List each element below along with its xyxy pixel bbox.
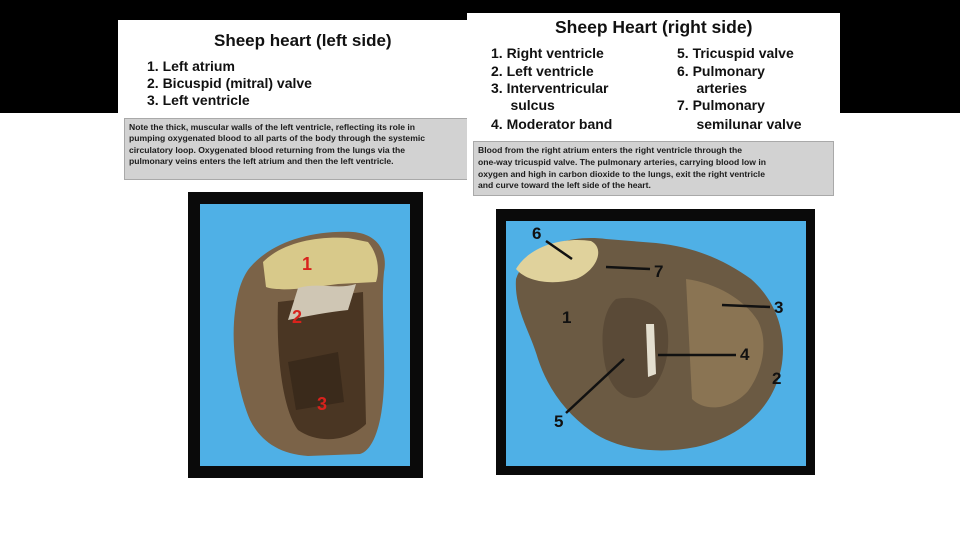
right-item-5: 5. Tricuspid valve bbox=[677, 45, 794, 61]
left-photo-label-1: 1 bbox=[302, 254, 313, 274]
right-note-box bbox=[473, 141, 834, 196]
right-item-4: 4. Moderator band bbox=[491, 116, 613, 132]
left-item-3: 3. Left ventricle bbox=[147, 92, 250, 108]
left-note-line-4: pulmonary veins enters the left atrium and then the left ventricle. bbox=[129, 155, 394, 166]
left-photo-label-3: 3 bbox=[317, 394, 328, 414]
left-item-2: 2. Bicuspid (mitral) valve bbox=[147, 75, 312, 91]
right-photo-label-4: 4 bbox=[740, 345, 750, 364]
right-panel-title: Sheep Heart (right side) bbox=[555, 17, 753, 37]
right-item-6: 6. Pulmonary bbox=[677, 63, 765, 79]
right-photo-label-6: 6 bbox=[532, 224, 542, 243]
right-note-line-1: Blood from the right atrium enters the right ventricle through the bbox=[478, 145, 743, 155]
right-item-2: 2. Left ventricle bbox=[491, 63, 594, 79]
right-item-3-cont: sulcus bbox=[491, 97, 555, 113]
right-photo-label-3: 3 bbox=[774, 298, 784, 317]
right-photo-label-1: 1 bbox=[562, 308, 572, 327]
left-note-line-3: circulatory loop. Oxygenated blood returning from the lungs via the bbox=[129, 144, 405, 155]
left-item-1: 1. Left atrium bbox=[147, 58, 235, 74]
left-note-box bbox=[124, 118, 470, 180]
left-note-line-2: pumping oxygenated blood to all parts of the body through the systemic bbox=[129, 133, 426, 144]
right-item-7: 7. Pulmonary bbox=[677, 97, 765, 113]
right-item-3: 3. Interventricular bbox=[491, 80, 609, 96]
right-photo-label-7: 7 bbox=[654, 262, 664, 281]
right-note-line-2: one-way tricuspid valve. The pulmonary arteries, carrying blood low in bbox=[478, 156, 766, 167]
right-photo-label-5: 5 bbox=[554, 412, 564, 431]
left-photo-label-2: 2 bbox=[292, 307, 303, 327]
right-item-7-cont: semilunar valve bbox=[677, 116, 802, 132]
right-item-6-cont: arteries bbox=[677, 80, 748, 96]
right-photo-label-2: 2 bbox=[772, 369, 782, 388]
right-note-line-4: and curve toward the left side of the heart. bbox=[478, 180, 651, 191]
left-panel-title: Sheep heart (left side) bbox=[214, 31, 392, 50]
left-note-line-1: Note the thick, muscular walls of the left ventricle, reflecting its role in bbox=[129, 122, 416, 132]
right-item-1: 1. Right ventricle bbox=[491, 45, 604, 61]
right-note-line-3: oxygen and high in carbon dioxide to the lungs, exit the right ventricle bbox=[478, 168, 765, 179]
left-heart-photo bbox=[188, 192, 423, 478]
right-heart-photo bbox=[496, 209, 815, 475]
